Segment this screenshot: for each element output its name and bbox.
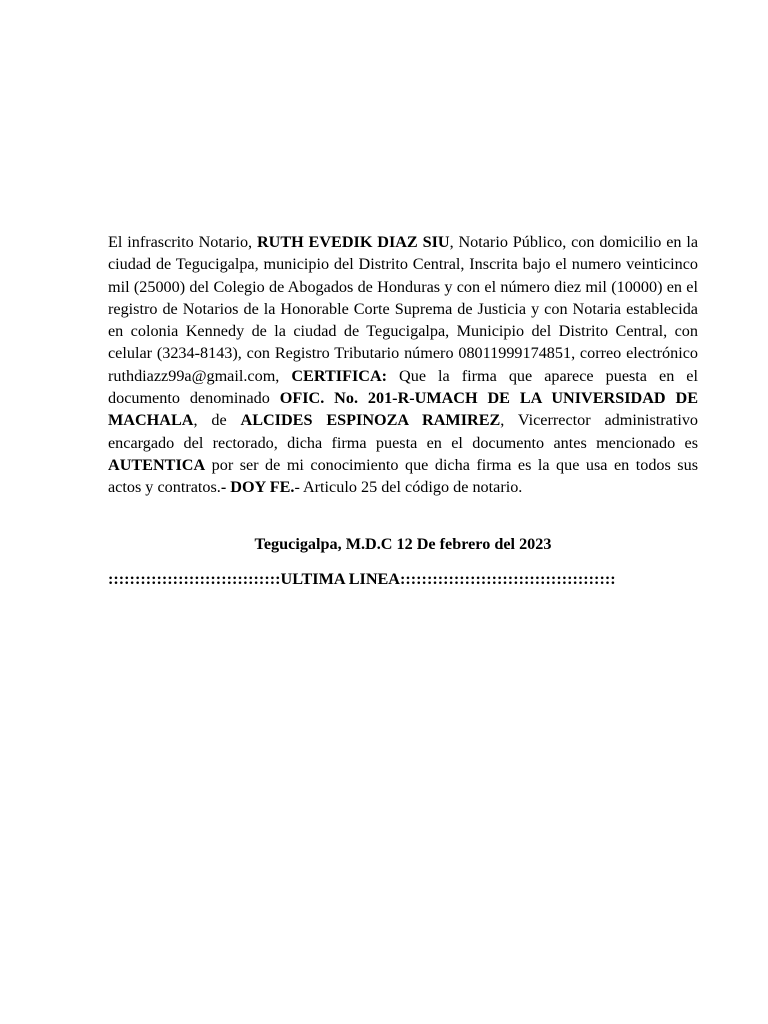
signer-role-text: , Vicerrector administrativo encargado del rectorado, dicha firma puesta en el documento antes mencionado es — [108, 411, 699, 452]
notary-details-text: , Notario Público, con domicilio en la ciudad de Tegucigalpa, municipio del Distrito Central, Inscrita bajo el numero veinticinco mil (25000) del Colegio de Abogados de Honduras y con el número diez mil (10000) en el registro de Notarios de la Honorable Corte Suprema de Justicia y con Notaria establecida en colonia Kennedy de la ciudad de Tegucigalpa, Municipio del Distrito Central, con celular (3234-8143), con Registro Tributario número 08011999174851, correo electrónico ruthdiazz99a@gmail.com, — [108, 233, 699, 385]
certificate-paragraph — [108, 231, 698, 499]
knowledge-text: por ser de mi conocimiento que dicha firma es la que usa en todos sus actos y contratos. — [108, 455, 698, 497]
article-reference-text: - Articulo 25 del código de notario. — [294, 478, 523, 497]
document-name: OFIC. No. 201-R-UMACH DE LA UNIVERSIDAD DE MACHALA — [108, 389, 698, 430]
certifica-text: Que la firma que aparece puesta en el documento denominado — [108, 366, 698, 408]
ultima-linea: ::::::::::::::::::::::::::::::::ULTIMA LINEA:::::::::::::::::::::::::::::::::::::::: — [108, 570, 616, 588]
notary-name: RUTH EVEDIK DIAZ SIU — [256, 233, 450, 251]
certifica-heading: CERTIFICA: — [291, 366, 388, 385]
intro-text: El infrascrito Notario, — [108, 233, 257, 251]
place-date-line: Tegucigalpa, M.D.C 12 De febrero del 2023 — [254, 535, 552, 553]
connector-text: , de — [193, 411, 241, 430]
doy-fe-text: - DOY FE. — [220, 478, 295, 497]
autentica-word: AUTENTICA — [108, 455, 206, 474]
signer-name: ALCIDES ESPINOZA RAMIREZ — [240, 411, 501, 430]
